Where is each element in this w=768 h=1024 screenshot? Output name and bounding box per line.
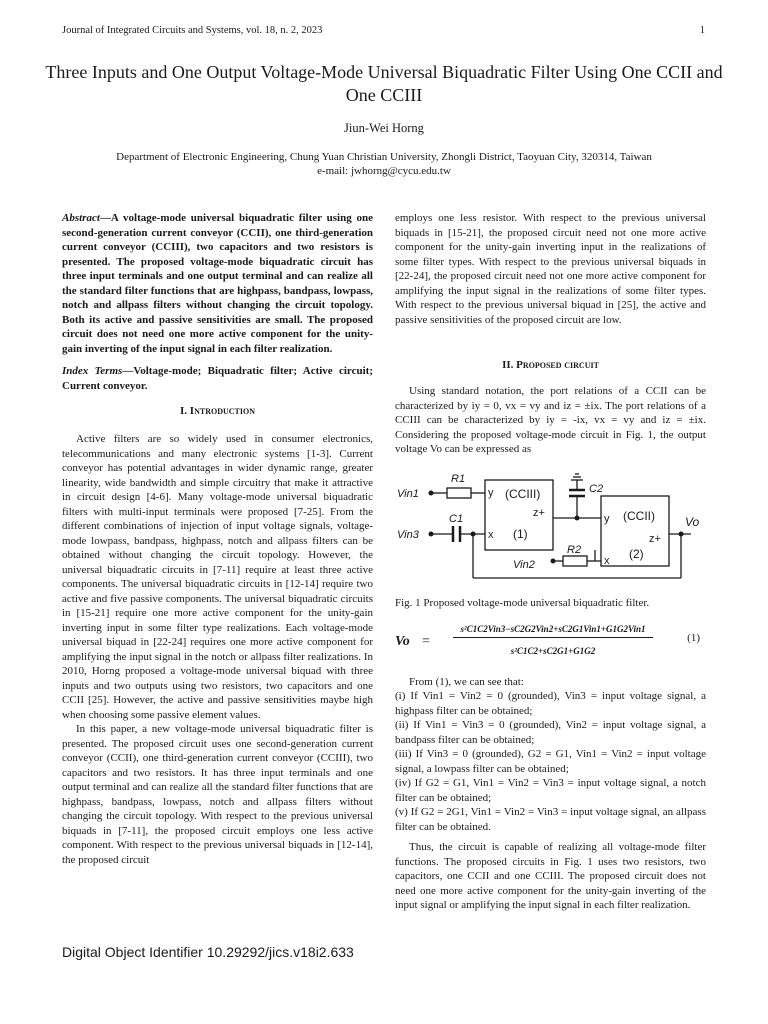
- vin1-label: Vin1: [397, 488, 419, 500]
- section-heading-proposed-circuit: II. Proposed circuit: [502, 359, 599, 371]
- cciii-z-port: z+: [533, 507, 545, 519]
- equation-1: [395, 624, 706, 664]
- cciii-y-port: y: [488, 487, 494, 499]
- equation-equals: =: [422, 634, 430, 649]
- figure-caption: Fig. 1 Proposed voltage-mode universal biquadratic filter.: [395, 597, 650, 609]
- r2-label: R2: [567, 544, 582, 556]
- from-statement: [395, 675, 706, 690]
- doi-footer: Digital Object Identifier 10.29292/jics.v18i2.633: [62, 944, 354, 960]
- vin3-label: Vin3: [397, 529, 419, 541]
- equation-numerator: s²C1C2Vin3−sC2G2Vin2+sC2G1Vin1+G1G2Vin1: [453, 624, 653, 638]
- list-item: (iv) If G2 = G1, Vin1 = Vin2 = Vin3 = input voltage signal, a notch filter can be obtained;: [395, 777, 706, 804]
- equation-number: (1): [687, 632, 700, 644]
- cciii-label: (CCIII): [505, 487, 541, 501]
- vo-label: Vo: [685, 515, 700, 529]
- journal-name: Journal of Integrated Circuits and Systems, vol. 18, n. 2, 2023: [62, 25, 323, 36]
- affiliation-block: [40, 150, 728, 178]
- section-heading-introduction: I. Introduction: [180, 405, 255, 417]
- r1-label: R1: [451, 473, 466, 485]
- list-item: (v) If G2 = 2G1, Vin1 = Vin2 = Vin3 = input voltage signal, an allpass filter can be obtained.: [395, 806, 706, 833]
- abstract: [62, 211, 373, 356]
- list-item: (iii) If Vin3 = 0 (grounded), G2 = G1, Vin1 = Vin2 = input voltage signal, a lowpass filter can be obtained;: [395, 748, 706, 775]
- running-header: [62, 25, 705, 36]
- page-number: 1: [699, 25, 705, 36]
- intro-paragraph-2: In this paper, a new voltage-mode universal biquadratic filter is presented. The proposed circuit uses one second-generation current conveyor (CCII), one third-generation current conveyor (CCIII), two capacitors and two resistors. It has three input terminals and one output terminal and can realize all the standard filter functions that are highpass, bandpass, lowpass, notch and allpass filters without changing the circuit topology. With respect to the previous universal biquads in [7-11], the proposed circuit employs one less active component. With respect to the previous universal biquads in [12-14], the proposed circuit: [62, 723, 373, 866]
- index-terms-text: —Voltage-mode; Biquadratic filter; Active circuit; Current conveyor.: [62, 365, 373, 392]
- c2-label: C2: [589, 483, 604, 495]
- circuit-wires: [431, 474, 691, 578]
- ccii-y-port: y: [604, 513, 610, 525]
- conclusion-block: [395, 840, 706, 913]
- index-terms: [62, 364, 373, 393]
- email: e-mail: jwhorng@cycu.edu.tw: [317, 165, 451, 177]
- paper-title: Three Inputs and One Output Voltage-Mode Universal Biquadratic Filter Using One CCII and One CCIII: [45, 62, 723, 105]
- equation-lhs: Vo: [395, 634, 410, 649]
- c1-label: C1: [449, 513, 464, 525]
- circuit-labels: [397, 473, 700, 571]
- ccii-z-port: z+: [649, 533, 661, 545]
- abstract-lead: Abstract: [62, 212, 100, 224]
- from-text: From (1), we can see that:: [409, 676, 524, 688]
- circuit-nodes: [429, 491, 684, 564]
- cciii-x-port: x: [488, 529, 494, 541]
- index-terms-lead: Index Terms: [62, 365, 123, 377]
- vin2-label: Vin2: [513, 559, 535, 571]
- author-name: Jiun-Wei Horng: [344, 121, 424, 135]
- block1-label: (1): [513, 527, 528, 541]
- intro-paragraph-1: Active filters are so widely used in consumer electronics, telecommunications and many electronic systems [1-3]. Current conveyor has potential advantages in wider dynamic range, greater linearity, wide bandwidth and simple circuitry that make it attractive in circuit design [4-6]. Many voltage-mode universal biquadratic filters with multi-input terminals were proposed [7-25]. From the different combinations of injection of input voltage signals, voltage-mode lowpass, bandpass, highpass, notch and allpass filters can be obtained without changing the circuit topology. However, the universal biquadratic circuits in [7-11] require at least three active components. The universal biquadratic circuits in [12-14] require two active and five passive components. The universal biquadratic circuits in [15-21] require one more active component for the unity-gain inverting input in some filter type realizations. Each voltage-mode universal biquad in [22-24] requires one more active component for amplifying the input signal in the notch or allpass filter realizations. In 2010, Horng proposed a voltage-mode universal biquad with three inputs and two outputs using two resistors, two capacitors and one CCII [25]. However, the active and passive sensitivities maybe high when choosing some passive element values.: [62, 433, 373, 721]
- continuation-paragraph: employs one less resistor. With respect to the previous universal biquads in [15-21], the proposed circuit need not one more active component for the unity-gain inverting input in the realizations of some filter types. With respect to the previous universal biquads in [22-24], the proposed circuit need not one more active component for amplifying the input signal in the realizations of some filter types. With respect to the previous universal biquad in [25], the active and passive sensitivities of the proposed circuit are low.: [395, 212, 706, 326]
- section2-paragraph-1: Using standard notation, the port relations of a CCII can be characterized by iy = 0, vx = vy and iz = ±ix. The port relations of a CCIII can be characterized by iy = -ix, vx = vy and iz = ±ix. Considering the proposed voltage-mode circuit in Fig. 1, the output voltage Vo can be expressed as: [395, 385, 706, 455]
- filter-cases-list: [395, 689, 706, 834]
- list-item: (ii) If Vin1 = Vin3 = 0 (grounded), Vin2 = input voltage signal, a bandpass filter can be obtained;: [395, 719, 706, 746]
- affiliation: Department of Electronic Engineering, Chung Yuan Christian University, Zhongli District, Taoyuan City, 320314, Taiwan: [116, 151, 652, 163]
- circuit-diagram: [395, 464, 706, 592]
- right-column-continuation: [395, 211, 706, 327]
- block2-label: (2): [629, 547, 644, 561]
- equation-denominator: s²C1C2+sC2G1+G1G2: [510, 646, 596, 656]
- list-item: (i) If Vin1 = Vin2 = 0 (grounded), Vin3 = input voltage signal, a highpass filter can be obtained;: [395, 690, 706, 717]
- abstract-text: —A voltage-mode universal biquadratic filter using one second-generation current conveyor (CCII), one third-generation current conveyor (CCIII), two capacitors and two resistors is presented. The proposed voltage-mode biquadratic circuit has three input terminals and one output terminal and can realize all the standard filter functions that are highpass, bandpass, lowpass, notch and allpass filters without changing the circuit topology. Both its active and passive sensitivities are small. The proposed circuit does not need one more active component for the unity-gain inverting of the input signal in each filter realization.: [62, 212, 373, 355]
- conclusion-paragraph: Thus, the circuit is capable of realizing all voltage-mode filter functions. The proposed circuits in Fig. 1 uses two resistors, two capacitors, one CCII and one CCIII. The proposed circuit does not need one more active component for the unity-gain inverting of the input signal or amplifying the input signal in each filter realization.: [395, 841, 706, 911]
- ccii-x-port: x: [604, 555, 610, 567]
- introduction-body: [62, 432, 373, 867]
- section2-body: [395, 384, 706, 457]
- ccii-label: (CCII): [623, 509, 655, 523]
